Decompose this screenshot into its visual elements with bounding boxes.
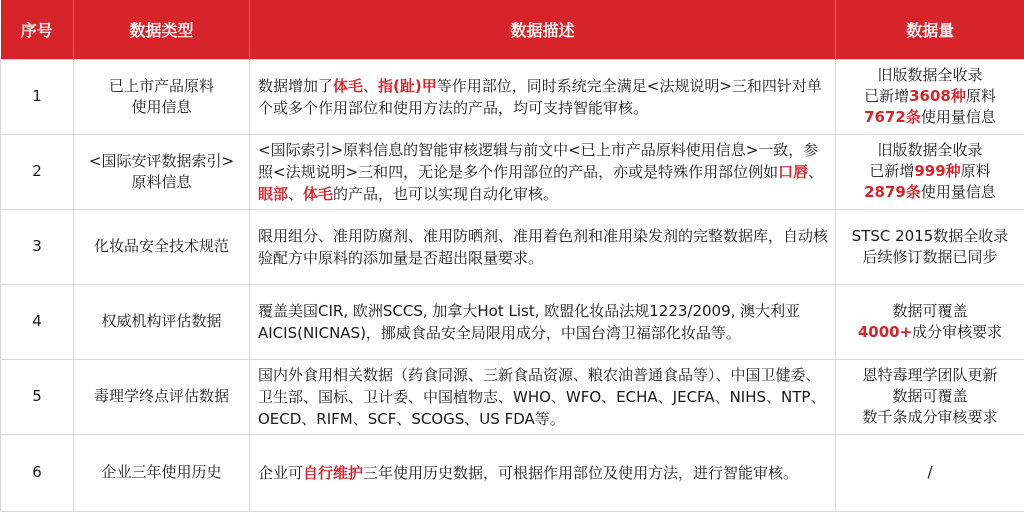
description-highlight: 体毛 (333, 77, 363, 95)
description-cell (250, 284, 836, 359)
amount-text: 原料 (966, 87, 996, 105)
amount-highlight: 999种 (914, 162, 960, 180)
description-highlight: 眼部 (258, 185, 288, 203)
description-text: 限用组分、准用防腐剂、准用防晒剂、准用着色剂和准用染发剂的完整数据库，自动核验配方中原料的添加量是否超出限量要求。 (258, 227, 828, 267)
amount-line (840, 182, 1020, 203)
amount-line (840, 301, 1020, 322)
row-number: 6 (1, 434, 74, 511)
data-type-cell (74, 59, 250, 134)
description-text: 覆盖美国CIR, 欧洲SCCS, 加拿大Hot List, 欧盟化妆品法规1223/2009, 澳大利亚AICIS(NICNAS)，挪威食品安全局限用成分，中国台湾卫福部化妆品等。 (258, 302, 800, 342)
data-type-cell (74, 434, 250, 511)
amount-line (840, 462, 1020, 483)
header-no: 序号 (1, 0, 74, 59)
table-row (1, 134, 1024, 209)
header-desc: 数据描述 (250, 0, 836, 59)
amount-line (840, 386, 1020, 407)
amount-text: / (927, 463, 932, 481)
row-number: 5 (1, 359, 74, 434)
description-highlight: 口唇 (778, 163, 808, 181)
amount-text: 成分审核要求 (912, 323, 1002, 341)
amount-cell (836, 134, 1024, 209)
amount-text: 已新增 (869, 162, 914, 180)
amount-text: 已新增 (864, 87, 909, 105)
description-highlight: 体毛 (303, 185, 333, 203)
table-row (1, 434, 1024, 511)
amount-cell (836, 59, 1024, 134)
amount-text: 数据可覆盖 (892, 302, 967, 320)
amount-text: STSC 2015数据全收录 (852, 227, 1009, 245)
description-cell (250, 209, 836, 284)
description-cell (250, 134, 836, 209)
header-row (1, 0, 1024, 59)
amount-cell (836, 284, 1024, 359)
description-highlight: 自行维护 (303, 464, 363, 482)
amount-text: 使用量信息 (921, 183, 996, 201)
table-row (1, 359, 1024, 434)
amount-text: 后续修订数据已同步 (862, 248, 997, 266)
row-number: 2 (1, 134, 74, 209)
data-type-line: 使用信息 (82, 97, 241, 118)
header-amount: 数据量 (836, 0, 1024, 59)
data-type-line: 权威机构评估数据 (82, 311, 241, 332)
table-row (1, 59, 1024, 134)
data-type-cell (74, 359, 250, 434)
data-type-cell (74, 209, 250, 284)
row-number: 4 (1, 284, 74, 359)
amount-line (840, 407, 1020, 428)
amount-line (840, 140, 1020, 161)
data-type-line: 化妆品安全技术规范 (82, 236, 241, 257)
amount-line (840, 107, 1020, 128)
amount-text: 数千条成分审核要求 (862, 408, 997, 426)
amount-text: 旧版数据全收录 (877, 141, 982, 159)
data-type-line: 企业三年使用历史 (82, 462, 241, 483)
description-text: 、 (808, 163, 823, 181)
amount-highlight: 3608种 (909, 87, 966, 105)
amount-line (840, 365, 1020, 386)
description-text: <国际索引>原料信息的智能审核逻辑与前文中<已上市产品原料使用信息>一致，参照<法规说明>三和四，无论是多个作用部位的产品，亦或是特殊作用部位例如 (258, 141, 818, 181)
amount-line (840, 161, 1020, 182)
amount-text: 恩特毒理学团队更新 (862, 366, 997, 384)
data-type-cell (74, 134, 250, 209)
amount-line (840, 322, 1020, 343)
amount-text: 数据可覆盖 (892, 387, 967, 405)
description-text: 的产品，也可以实现自动化审核。 (333, 185, 558, 203)
description-text: 国内外食用相关数据（药食同源、三新食品资源、粮农油普通食品等）、中国卫健委、卫生部、国标、卫计委、中国植物志、WHO、WFO、ECHA、JECFA、NIHS、NTP、OECD、RIFM、SCF、SCOGS、US FDA等。 (258, 366, 825, 428)
amount-text: 使用量信息 (921, 108, 996, 126)
row-number: 3 (1, 209, 74, 284)
data-type-line: 原料信息 (82, 172, 241, 193)
table-row (1, 284, 1024, 359)
amount-highlight: 2879条 (864, 183, 921, 201)
description-cell (250, 359, 836, 434)
amount-cell (836, 209, 1024, 284)
description-text: 、 (363, 77, 378, 95)
data-type-line: <国际安评数据索引> (82, 151, 241, 172)
description-highlight: 指(趾)甲 (378, 77, 437, 95)
data-type-cell (74, 284, 250, 359)
table-row (1, 209, 1024, 284)
data-type-line: 已上市产品原料 (82, 76, 241, 97)
description-text: 、 (288, 185, 303, 203)
description-text: 三年使用历史数据，可根据作用部位及使用方法，进行智能审核。 (363, 464, 798, 482)
amount-line (840, 86, 1020, 107)
data-type-line: 毒理学终点评估数据 (82, 386, 241, 407)
amount-line (840, 247, 1020, 268)
amount-line (840, 65, 1020, 86)
amount-line (840, 226, 1020, 247)
header-type: 数据类型 (74, 0, 250, 59)
amount-text: 旧版数据全收录 (877, 66, 982, 84)
row-number: 1 (1, 59, 74, 134)
amount-highlight: 4000+ (858, 323, 912, 341)
description-text: 数据增加了 (258, 77, 333, 95)
description-cell (250, 59, 836, 134)
amount-text: 原料 (961, 162, 991, 180)
amount-cell (836, 434, 1024, 511)
description-text: 等作用部位，同时系统完全满足<法规说明>三和四针对单个或多个作用部位和使用方法的产品，均可支持智能审核。 (258, 77, 822, 117)
description-cell (250, 434, 836, 511)
amount-cell (836, 359, 1024, 434)
amount-highlight: 7672条 (864, 108, 921, 126)
description-text: 企业可 (258, 464, 303, 482)
